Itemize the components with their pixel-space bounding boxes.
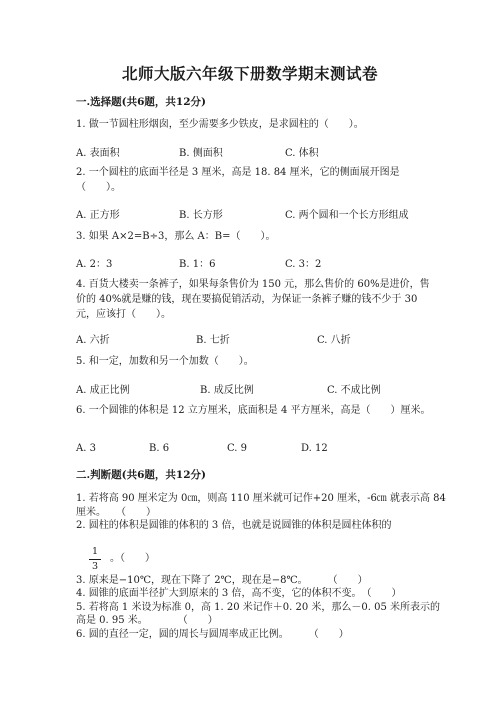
judge-1-line2: 厘米。 （ ） [76,507,156,518]
q3-option-b: B. 1：6 [179,259,216,270]
q2-option-a: A. 正方形 [76,210,120,221]
judge-1-line1: 1. 若将高 90 厘米定为 0㎝，则高 110 厘米就可记作+20 厘米，-6㎝ 就表示高 84 [76,493,446,504]
fraction-one-third [89,546,101,573]
judge-5-line2: 高是 0. 95 米。 （ ） [76,615,218,626]
question-5-text: 5. 和一定，加数和另一个加数（ ）。 [76,356,254,367]
q5-option-b: B. 成反比例 [200,385,254,396]
q2-option-c: C. 两个圆和一个长方形组成 [285,210,409,221]
q6-option-a: A. 3 [76,443,96,454]
q2-option-b: B. 长方形 [179,210,223,221]
judge-4-text: 4. 圆锥的底面半径扩大到原来的 3 倍，高不变，它的体积不变。 （ ） [76,588,402,599]
q4-option-b: B. 七折 [196,335,230,346]
q1-option-b: B. 侧面积 [179,148,223,159]
q1-option-c: C. 体积 [285,148,319,159]
q3-option-a: A. 2：3 [76,259,113,270]
q5-option-c: C. 不成比例 [327,385,381,396]
fraction-bar [89,559,101,560]
judge-3-text: 3. 原来是−10℃，现在下降了 2℃，现在是−8℃。 （ ） [76,575,368,586]
judge-6-text: 6. 圆的直径一定，圆的周长与圆周率成正比例。 （ ） [76,629,349,640]
q4-option-a: A. 六折 [76,335,110,346]
q4-option-c: C. 八折 [317,335,351,346]
q1-option-a: A. 表面积 [76,148,120,159]
section1-heading: 一.选择题(共6题，共12分) [76,96,207,108]
q6-option-d: D. 12 [301,443,328,454]
question-4-text: 4. 百货大楼卖一条裤子，如果每条售价为 150 元，那么售价的 60%是进价，售价的 40%就是赚的钱，现在要搞促销活动，为保证一条裤子赚的钱不少于 30 元，应该打（ ）。 [76,279,430,320]
q6-option-b: B. 6 [149,443,170,454]
judge-5-line1: 5. 若将高 1 米设为标准 0，高 1. 20 米记作＋0. 20 米，那么－0. 05 米所表示的 [76,602,441,613]
page-title: 北师大版六年级下册数学期末测试卷 [121,64,378,83]
question-6-text: 6. 一个圆锥的体积是 12 立方厘米，底面积是 4 平方厘米，高是（ ）厘米。 [76,405,431,416]
fraction-denominator: 3 [91,561,99,572]
q3-option-c: C. 3：2 [285,259,322,270]
question-1-text: 1. 做一节圆柱形烟囱，至少需要多少铁皮，是求圆柱的（ ）。 [76,119,364,130]
question-3-text: 3. 如果 A×2=B÷3，那么 A：B=（ ）。 [76,231,276,242]
judge-2-answer-blank: 。（ ） [110,553,155,564]
question-2-text: 2. 一个圆柱的底面半径是 3 厘米，高是 18. 84 厘米，它的侧面展开图是（ ）。 [76,167,400,193]
q6-option-c: C. 9 [227,443,248,454]
fraction-numerator: 1 [91,546,99,557]
q5-option-a: A. 成正比例 [76,385,130,396]
section2-heading: 二.判断题(共6题，共12分) [76,469,207,481]
judge-2-line1: 2. 圆柱的体积是圆锥的体积的 3 倍，也就是说圆锥的体积是圆柱体积的 [76,520,392,531]
